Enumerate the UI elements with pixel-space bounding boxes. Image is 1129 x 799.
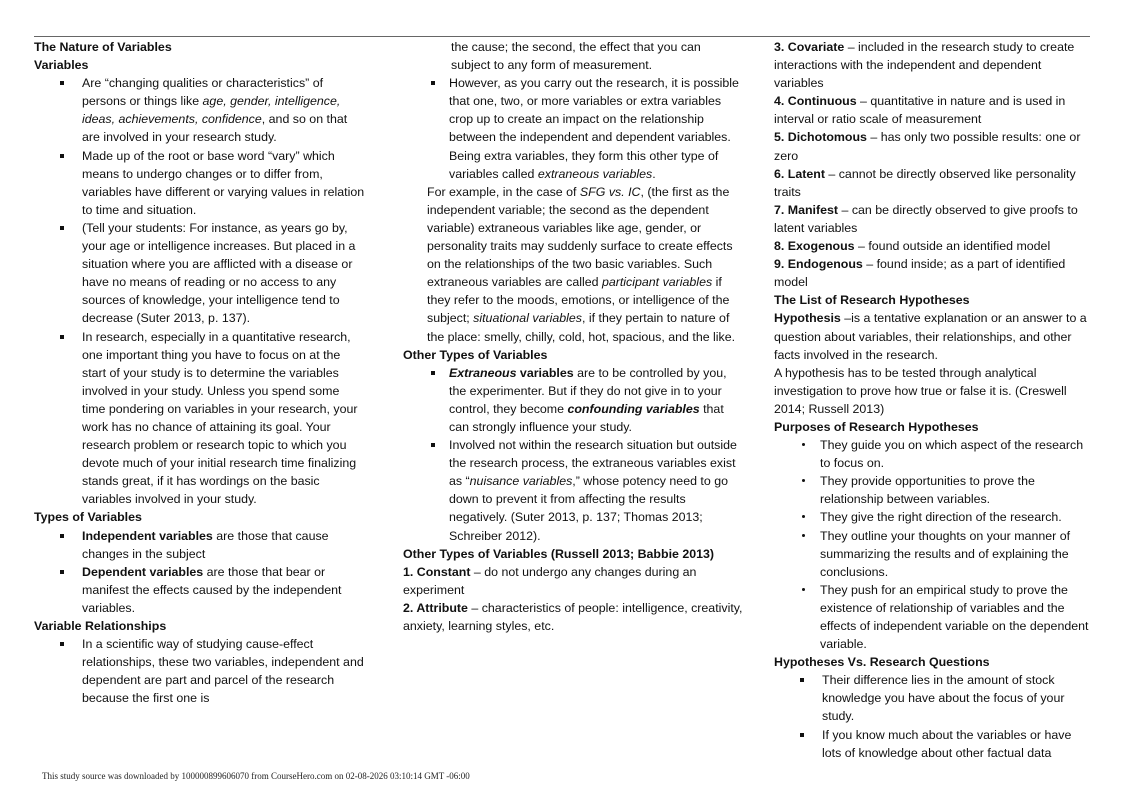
vs-list: [774, 671, 1092, 761]
column-3: [774, 38, 1092, 762]
numbered-item: 5. Dichotomous – has only two possible results: one or zero: [774, 130, 1081, 163]
numbered-item: 9. Endogenous – found inside; as a part of identified model: [774, 257, 1066, 290]
list-item: They give the right direction of the research.: [774, 508, 1092, 526]
download-footer: This study source was downloaded by 100000899606070 from CourseHero.com on 02-08-2026 03:10:14 GMT -06:00: [42, 771, 470, 781]
list-item: (Tell your students: For instance, as years go by, your age or intelligence increases. But placed in a situation where you are afflicted with a disease or have no means of reading or no access to any sources of knowledge, your intelligence tend to decrease (Suter 2013, p. 137).: [34, 219, 366, 328]
list-item: Made up of the root or base word “vary” which means to undergo changes or to differ from, variables have different or varying values in relation to time and situation.: [34, 147, 366, 219]
relationships-heading: Variable Relationships: [34, 619, 167, 633]
example-paragraph: For example, in the case of SFG vs. IC, (the first as the independent variable; the second as the dependent variable) extraneous variables like age, gender, or personality traits may suddenly surface to create effects on the relationships of the two basic variables. Such extraneous variables are called participant variables if they refer to the moods, emotions, or intelligence of the subject; situational variables, if they pertain to nature of the place: smelly, chilly, cold, hot, spacious, and the like.: [427, 184, 736, 344]
relationships-list: [34, 635, 366, 707]
list-item: Their difference lies in the amount of stock knowledge you have about the focus of your study.: [774, 671, 1092, 725]
types-list: [34, 527, 366, 617]
variables-heading: Variables: [34, 58, 89, 73]
extraneous-list: [403, 74, 743, 183]
list-item: If you know much about the variables or have lots of knowledge about other factual data: [774, 726, 1092, 762]
column-1: [34, 38, 366, 707]
list-item: In a scientific way of studying cause-effect relationships, these two variables, independent and dependent are part and parcel of the research because the first one is: [34, 635, 366, 707]
list-item: Involved not within the research situation but outside the research process, the extraneous variables exist as “nuisance variables,” whose potency need to go down to prevent it from affecting the results negatively. (Suter 2013, p. 137; Thomas 2013; Schreiber 2012).: [403, 436, 743, 545]
list-item: Dependent variables are those that bear or manifest the effects caused by the independent variables.: [34, 563, 366, 617]
hypotheses-list-heading: The List of Research Hypotheses: [774, 293, 970, 308]
list-item: They push for an empirical study to prove the existence of relationship of variables and the effects of independent variable on the dependent variable.: [774, 581, 1092, 653]
types-heading: Types of Variables: [34, 510, 142, 525]
document-title: The Nature of Variables: [34, 40, 172, 54]
list-item: However, as you carry out the research, it is possible that one, two, or more variables or extra variables crop up to create an impact on the relationship between the independent and dependent variables. Being extra variables, they form this other type of variables called extraneous variables.: [403, 74, 743, 183]
list-item: They outline your thoughts on your manner of summarizing the results and of explaining the conclusions.: [774, 527, 1092, 581]
other-types-list: [403, 364, 743, 545]
hypothesis-paragraph: A hypothesis has to be tested through analytical investigation to prove how true or false it is. (Creswell 2014; Russell 2013): [774, 365, 1067, 416]
numbered-item: 7. Manifest – can be directly observed to give proofs to latent variables: [774, 202, 1078, 235]
numbered-item: 8. Exogenous – found outside an identified model: [774, 239, 1051, 254]
list-item: In research, especially in a quantitative research, one important thing you have to focus on at the start of your study is to determine the variables involved in your study. Unless you spend some time pondering on variables in your research, your work has no chance of attaining its goal. Your research problem or research topic to which you devote much of your initial research time finalizing stands great, if it has wordings on the basic variables involved in your study.: [34, 328, 366, 509]
numbered-item: 6. Latent – cannot be directly observed like personality traits: [774, 166, 1076, 199]
other-types-russell-heading: Other Types of Variables (Russell 2013; Babbie 2013): [403, 546, 715, 561]
other-types-heading: Other Types of Variables: [403, 347, 548, 362]
column-2: [403, 38, 743, 635]
numbered-item: 3. Covariate – included in the research study to create interactions with the independent and dependent variables: [774, 40, 1075, 91]
numbered-item: 4. Continuous – quantitative in nature and is used in interval or ratio scale of measurement: [774, 94, 1066, 127]
top-rule: [34, 36, 1090, 37]
list-item: They provide opportunities to prove the relationship between variables.: [774, 472, 1092, 508]
continued-text: the cause; the second, the effect that you can subject to any form of measurement.: [451, 40, 701, 73]
list-item: Independent variables are those that cause changes in the subject: [34, 527, 366, 563]
numbered-item: 2. Attribute – characteristics of people: intelligence, creativity, anxiety, learning styles, etc.: [403, 600, 743, 633]
hypothesis-definition: Hypothesis –is a tentative explanation or an answer to a question about variables, their relationships, and other facts involved in the research.: [774, 311, 1087, 362]
variables-list: [34, 74, 366, 508]
purposes-heading: Purposes of Research Hypotheses: [774, 419, 979, 434]
hypotheses-vs-questions-heading: Hypotheses Vs. Research Questions: [774, 655, 990, 670]
purposes-list: [774, 436, 1092, 653]
list-item: They guide you on which aspect of the research to focus on.: [774, 436, 1092, 472]
list-item: Are “changing qualities or characteristics” of persons or things like age, gender, intelligence, ideas, achievements, confidence, and so on that are involved in your research study.: [34, 74, 366, 146]
numbered-item: 1. Constant – do not undergo any changes during an experiment: [403, 564, 697, 597]
list-item: Extraneous variables are to be controlled by you, the experimenter. But if they do not give in to your control, they become confounding variables that can strongly influence your study.: [403, 364, 743, 436]
